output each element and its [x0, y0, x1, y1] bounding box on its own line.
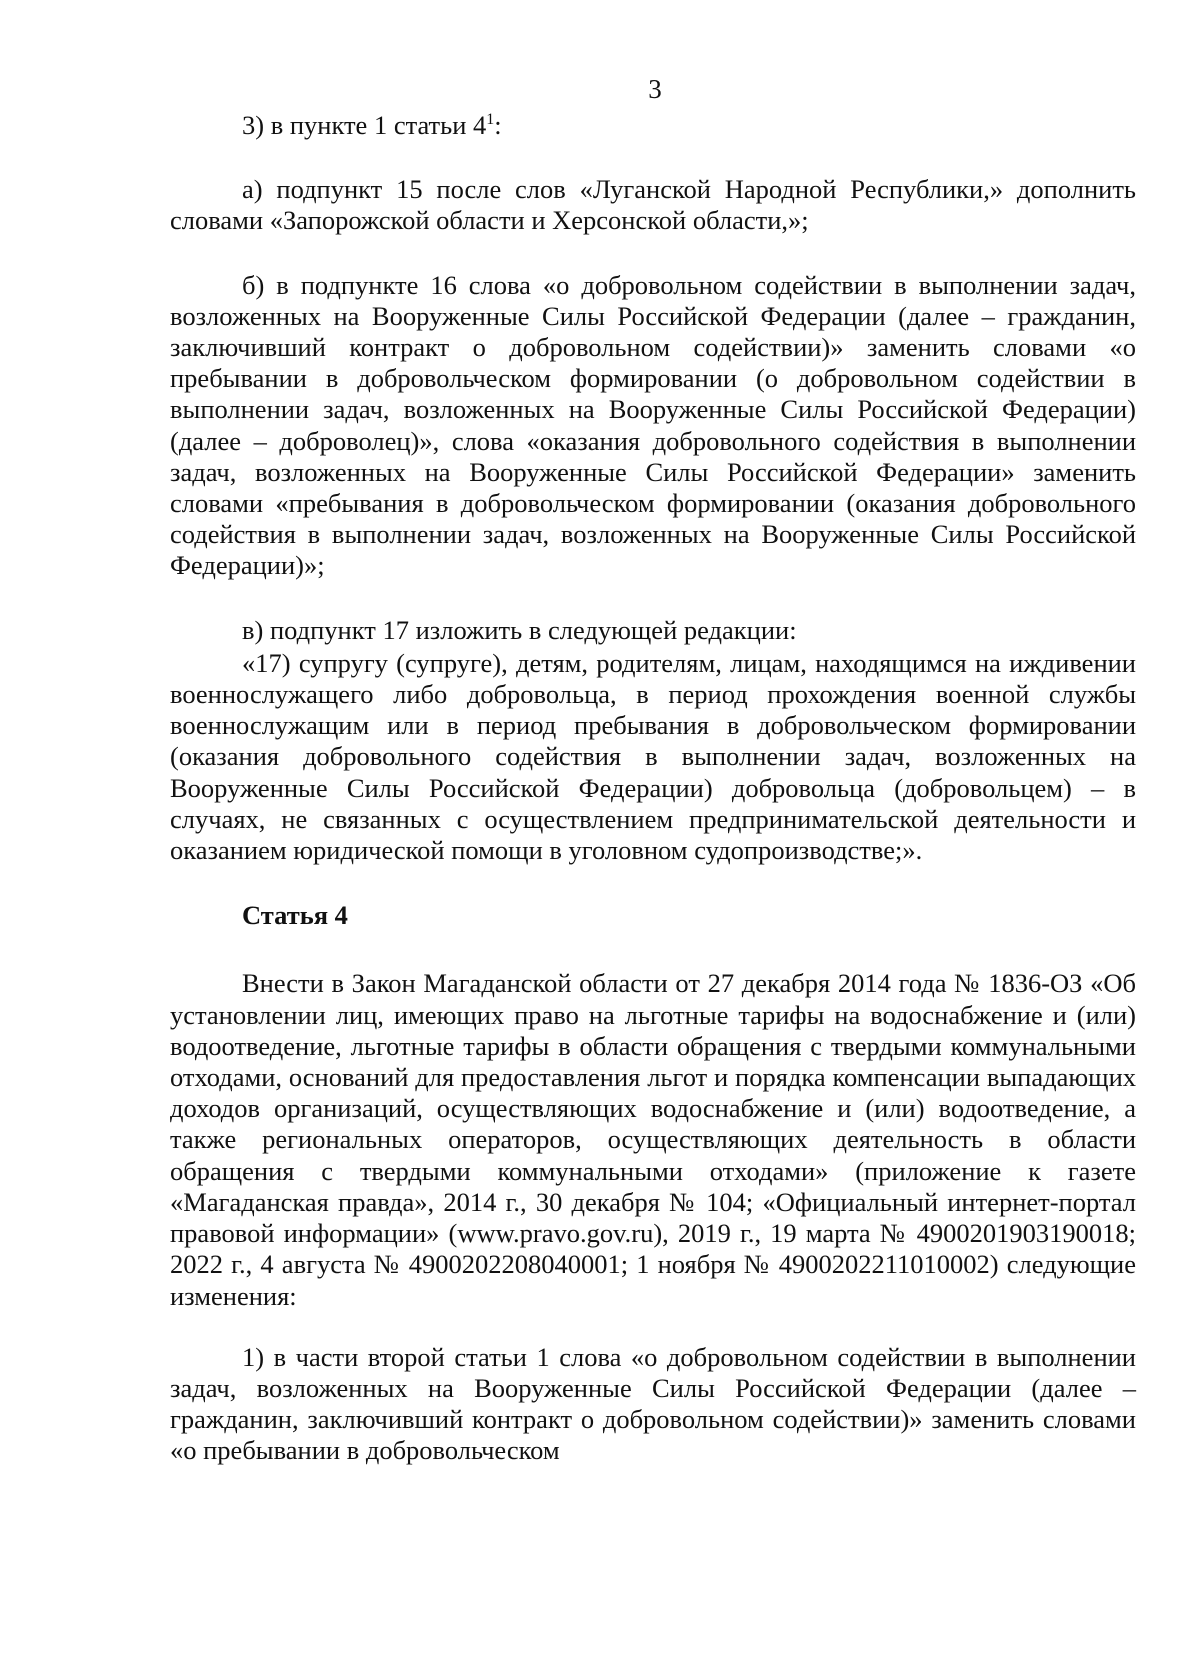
page-number: 3 — [648, 74, 662, 104]
article-heading: Статья 4 — [242, 900, 348, 931]
paragraph-b: б) в подпункте 16 слова «о добровольном содействии в выполнении задач, возложенных на Вооруженные Силы Российской Федерации (далее – гражданин, заключивший контракт о добровольном содействии)» заменить словами «о пребывании в добровольческом формировании (о добровольном содействии в выполнении задач, возложенных на Вооруженные Силы Российской Федерации) (далее – доброволец)», слова «оказания добровольного содействия в выполнении задач, возложенных на Вооруженные Силы Российской Федерации» заменить словами «пребывания в добровольческом формировании (оказания добровольного содействия в выполнении задач, возложенных на Вооруженные Силы Российской Федерации)»; — [170, 269, 1136, 581]
paragraph-item-1: 1) в части второй статьи 1 слова «о добровольном содействии в выполнении задач, возложенных на Вооруженные Силы Российской Федерации (далее – гражданин, заключивший контракт о добровольном содействии)» заменить словами «о пребывании в добровольческом — [170, 1341, 1136, 1466]
paragraph-v-17: «17) супругу (супруге), детям, родителям, лицам, находящимся на иждивении военнослужащего либо добровольца, в период прохождения военной службы военнослужащим или в период пребывания в добровольческом формировании (оказания добровольного содействия в выполнении задач, возложенных на Вооруженные Силы Российской Федерации) добровольца (добровольцем) – в случаях, не связанных с осуществлением предпринимательской деятельности и оказанием юридической помощи в уголовном судопроизводстве;». — [170, 647, 1136, 866]
document-body — [170, 110, 1136, 1467]
item-3-header: 3) в пункте 1 статьи $4^1$: — [242, 110, 502, 140]
superscript: 1 — [486, 111, 495, 129]
paragraph-v: в) подпункт 17 изложить в следующей редакции: — [242, 614, 797, 645]
article-intro: Внести в Закон Магаданской области от 27 декабря 2014 года № 1836-ОЗ «Об установлении лиц, имеющих право на льготные тарифы на водоснабжение и (или) водоотведение, льготные тарифы в области обращения с твердыми коммунальными отходами, оснований для предоставления льгот и порядка компенсации выпадающих доходов организаций, осуществляющих водоснабжение и (или) водоотведение, а также региональных операторов, осуществляющих деятельность в области обращения с твердыми коммунальными отходами» (приложение к газете «Магаданская правда», 2014 г., 30 декабря № 104; «Официальный интернет-портал правовой информации» (www.pravo.gov.ru), 2019 г., 19 марта № 4900201903190018; 2022 г., 4 августа № 4900202208040001; 1 ноября № 4900202211010002) следующие изменения: — [170, 968, 1136, 1311]
paragraph-a: а) подпункт 15 после слов «Луганской Народной Республики,» дополнить словами «Запорожской области и Херсонской области,»; — [170, 174, 1136, 236]
